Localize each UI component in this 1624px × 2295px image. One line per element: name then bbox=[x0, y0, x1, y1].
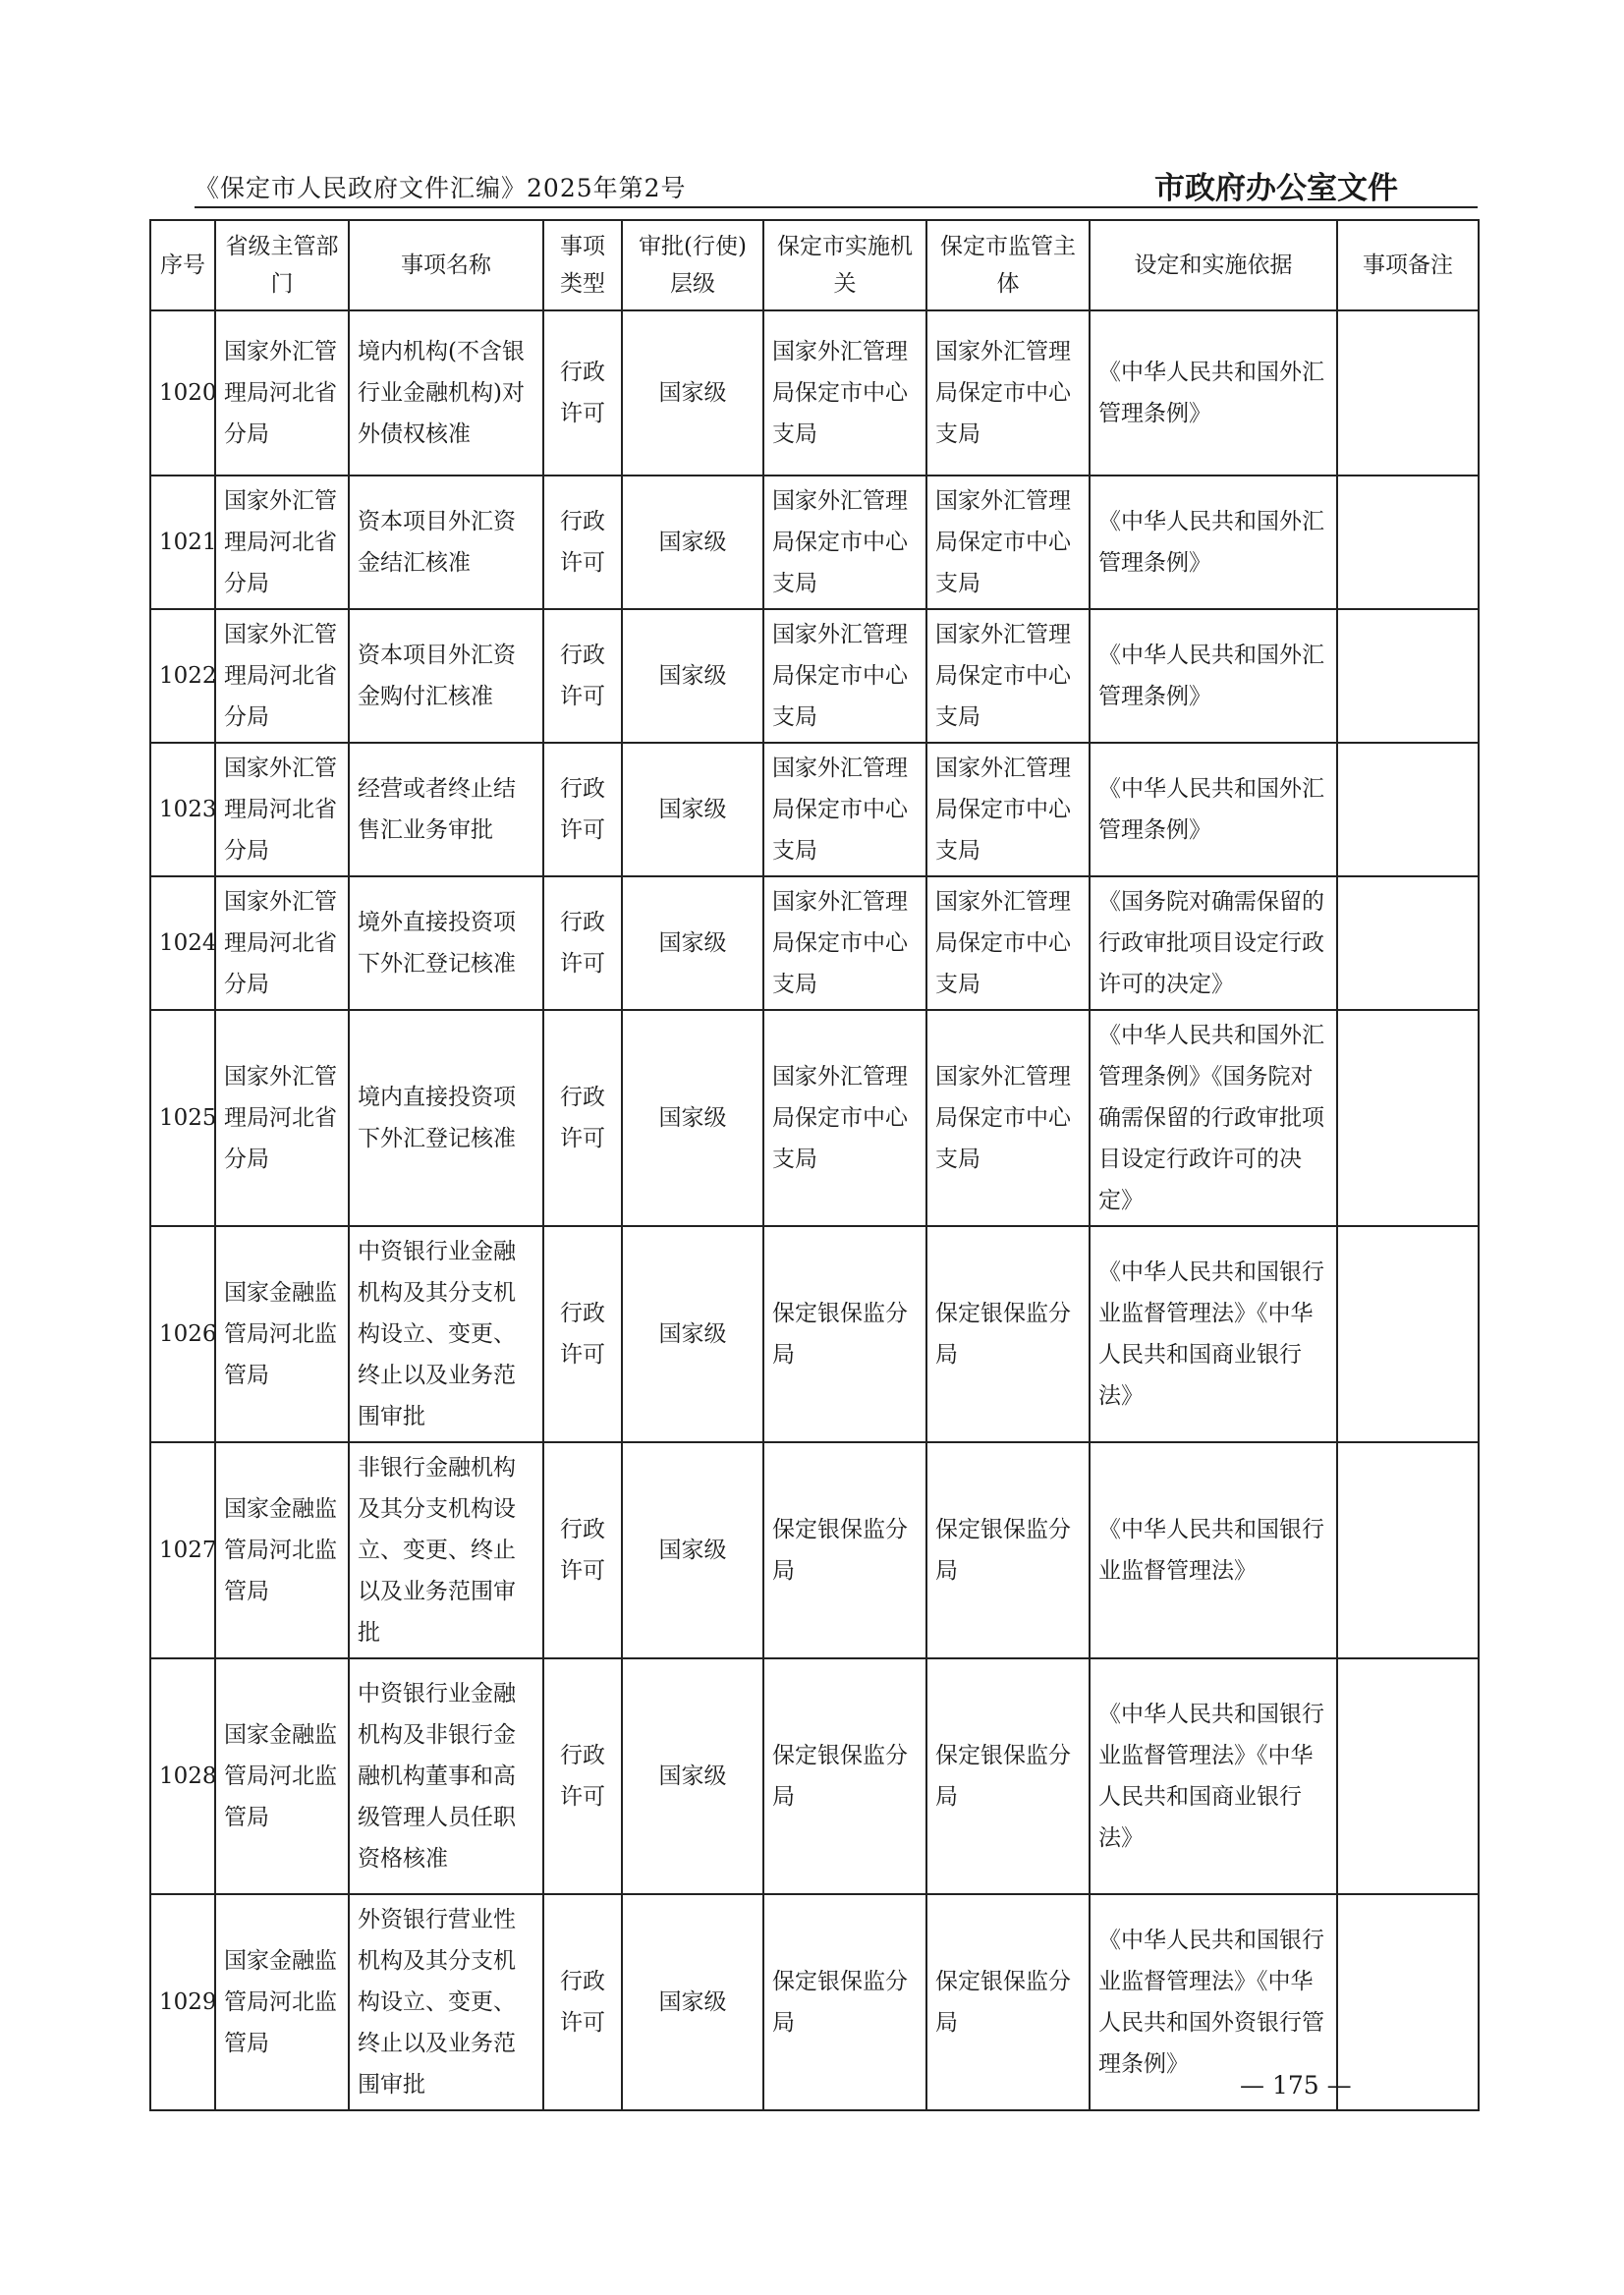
column-header-basis: 设定和实施依据 bbox=[1090, 220, 1337, 310]
cell-note bbox=[1337, 1658, 1479, 1894]
cell-type: 行政许可 bbox=[543, 1658, 622, 1894]
cell-level: 国家级 bbox=[622, 1442, 763, 1658]
table-row bbox=[150, 1226, 1479, 1442]
cell-super: 保定银保监分局 bbox=[926, 1442, 1090, 1658]
cell-level: 国家级 bbox=[622, 743, 763, 876]
cell-basis: 《中华人民共和国银行业监督管理法》《中华人民共和国商业银行法》 bbox=[1090, 1226, 1337, 1442]
cell-name: 非银行金融机构及其分支机构设立、变更、终止以及业务范围审批 bbox=[349, 1442, 543, 1658]
cell-no: 1021 bbox=[150, 476, 215, 609]
cell-name: 资本项目外汇资金结汇核准 bbox=[349, 476, 543, 609]
cell-basis: 《中华人民共和国银行业监督管理法》 bbox=[1090, 1442, 1337, 1658]
cell-basis: 《国务院对确需保留的行政审批项目设定行政许可的决定》 bbox=[1090, 876, 1337, 1010]
cell-type: 行政许可 bbox=[543, 476, 622, 609]
column-header-level: 审批(行使)层级 bbox=[622, 220, 763, 310]
cell-super: 国家外汇管理局保定市中心支局 bbox=[926, 609, 1090, 743]
cell-impl: 国家外汇管理局保定市中心支局 bbox=[763, 743, 926, 876]
page-number: — 175 — bbox=[1240, 2071, 1352, 2099]
column-header-no: 序号 bbox=[150, 220, 215, 310]
table-row bbox=[150, 310, 1479, 476]
cell-no: 1028 bbox=[150, 1658, 215, 1894]
cell-type: 行政许可 bbox=[543, 1010, 622, 1226]
cell-type: 行政许可 bbox=[543, 743, 622, 876]
cell-type: 行政许可 bbox=[543, 1442, 622, 1658]
cell-no: 1023 bbox=[150, 743, 215, 876]
cell-note bbox=[1337, 310, 1479, 476]
table-row bbox=[150, 609, 1479, 743]
table-row bbox=[150, 1010, 1479, 1226]
cell-name: 经营或者终止结售汇业务审批 bbox=[349, 743, 543, 876]
cell-dept: 国家外汇管理局河北省分局 bbox=[215, 609, 349, 743]
cell-no: 1024 bbox=[150, 876, 215, 1010]
header-divider bbox=[195, 206, 1478, 208]
cell-basis: 《中华人民共和国外汇管理条例》 bbox=[1090, 310, 1337, 476]
cell-type: 行政许可 bbox=[543, 876, 622, 1010]
cell-no: 1027 bbox=[150, 1442, 215, 1658]
cell-impl: 国家外汇管理局保定市中心支局 bbox=[763, 876, 926, 1010]
cell-note bbox=[1337, 743, 1479, 876]
column-header-impl: 保定市实施机关 bbox=[763, 220, 926, 310]
cell-note bbox=[1337, 1442, 1479, 1658]
cell-impl: 保定银保监分局 bbox=[763, 1442, 926, 1658]
cell-name: 资本项目外汇资金购付汇核准 bbox=[349, 609, 543, 743]
cell-name: 境内直接投资项下外汇登记核准 bbox=[349, 1010, 543, 1226]
cell-dept: 国家外汇管理局河北省分局 bbox=[215, 1010, 349, 1226]
cell-super: 国家外汇管理局保定市中心支局 bbox=[926, 310, 1090, 476]
cell-type: 行政许可 bbox=[543, 310, 622, 476]
cell-basis: 《中华人民共和国外汇管理条例》《国务院对确需保留的行政审批项目设定行政许可的决定》 bbox=[1090, 1010, 1337, 1226]
cell-no: 1029 bbox=[150, 1894, 215, 2110]
cell-impl: 保定银保监分局 bbox=[763, 1226, 926, 1442]
cell-level: 国家级 bbox=[622, 310, 763, 476]
cell-basis: 《中华人民共和国外汇管理条例》 bbox=[1090, 743, 1337, 876]
cell-dept: 国家金融监管局河北监管局 bbox=[215, 1226, 349, 1442]
cell-super: 保定银保监分局 bbox=[926, 1658, 1090, 1894]
cell-level: 国家级 bbox=[622, 876, 763, 1010]
cell-no: 1022 bbox=[150, 609, 215, 743]
cell-type: 行政许可 bbox=[543, 1894, 622, 2110]
table-row bbox=[150, 476, 1479, 609]
cell-dept: 国家外汇管理局河北省分局 bbox=[215, 310, 349, 476]
column-header-type: 事项类型 bbox=[543, 220, 622, 310]
cell-super: 国家外汇管理局保定市中心支局 bbox=[926, 743, 1090, 876]
cell-super: 国家外汇管理局保定市中心支局 bbox=[926, 1010, 1090, 1226]
cell-note bbox=[1337, 609, 1479, 743]
cell-note bbox=[1337, 476, 1479, 609]
document-header-title: 《保定市人民政府文件汇编》2025年第2号 bbox=[195, 174, 687, 202]
cell-basis: 《中华人民共和国银行业监督管理法》《中华人民共和国外资银行管理条例》 bbox=[1090, 1894, 1337, 2110]
cell-dept: 国家外汇管理局河北省分局 bbox=[215, 876, 349, 1010]
cell-level: 国家级 bbox=[622, 1894, 763, 2110]
document-category-label: 市政府办公室文件 bbox=[1154, 171, 1398, 206]
column-header-super: 保定市监管主体 bbox=[926, 220, 1090, 310]
cell-note bbox=[1337, 876, 1479, 1010]
cell-impl: 保定银保监分局 bbox=[763, 1894, 926, 2110]
cell-super: 保定银保监分局 bbox=[926, 1226, 1090, 1442]
cell-no: 1020 bbox=[150, 310, 215, 476]
cell-level: 国家级 bbox=[622, 1658, 763, 1894]
cell-dept: 国家外汇管理局河北省分局 bbox=[215, 476, 349, 609]
cell-name: 外资银行营业性机构及其分支机构设立、变更、终止以及业务范围审批 bbox=[349, 1894, 543, 2110]
column-header-name: 事项名称 bbox=[349, 220, 543, 310]
cell-note bbox=[1337, 1226, 1479, 1442]
cell-note bbox=[1337, 1894, 1479, 2110]
cell-type: 行政许可 bbox=[543, 609, 622, 743]
items-table bbox=[149, 219, 1480, 2111]
cell-name: 境内机构(不含银行业金融机构)对外债权核准 bbox=[349, 310, 543, 476]
cell-dept: 国家外汇管理局河北省分局 bbox=[215, 743, 349, 876]
cell-name: 境外直接投资项下外汇登记核准 bbox=[349, 876, 543, 1010]
cell-dept: 国家金融监管局河北监管局 bbox=[215, 1658, 349, 1894]
cell-super: 国家外汇管理局保定市中心支局 bbox=[926, 476, 1090, 609]
cell-level: 国家级 bbox=[622, 609, 763, 743]
cell-super: 保定银保监分局 bbox=[926, 1894, 1090, 2110]
cell-type: 行政许可 bbox=[543, 1226, 622, 1442]
cell-impl: 国家外汇管理局保定市中心支局 bbox=[763, 1010, 926, 1226]
cell-name: 中资银行业金融机构及其分支机构设立、变更、终止以及业务范围审批 bbox=[349, 1226, 543, 1442]
cell-level: 国家级 bbox=[622, 1010, 763, 1226]
cell-impl: 国家外汇管理局保定市中心支局 bbox=[763, 476, 926, 609]
cell-level: 国家级 bbox=[622, 1226, 763, 1442]
table-row bbox=[150, 743, 1479, 876]
cell-impl: 国家外汇管理局保定市中心支局 bbox=[763, 609, 926, 743]
cell-basis: 《中华人民共和国外汇管理条例》 bbox=[1090, 476, 1337, 609]
cell-super: 国家外汇管理局保定市中心支局 bbox=[926, 876, 1090, 1010]
table-header-row bbox=[150, 220, 1479, 310]
cell-name: 中资银行业金融机构及非银行金融机构董事和高级管理人员任职资格核准 bbox=[349, 1658, 543, 1894]
table-row bbox=[150, 1658, 1479, 1894]
cell-basis: 《中华人民共和国银行业监督管理法》《中华人民共和国商业银行法》 bbox=[1090, 1658, 1337, 1894]
cell-impl: 保定银保监分局 bbox=[763, 1658, 926, 1894]
table-row bbox=[150, 876, 1479, 1010]
table-row bbox=[150, 1442, 1479, 1658]
cell-dept: 国家金融监管局河北监管局 bbox=[215, 1442, 349, 1658]
cell-no: 1026 bbox=[150, 1226, 215, 1442]
cell-impl: 国家外汇管理局保定市中心支局 bbox=[763, 310, 926, 476]
cell-basis: 《中华人民共和国外汇管理条例》 bbox=[1090, 609, 1337, 743]
cell-no: 1025 bbox=[150, 1010, 215, 1226]
cell-dept: 国家金融监管局河北监管局 bbox=[215, 1894, 349, 2110]
cell-level: 国家级 bbox=[622, 476, 763, 609]
column-header-dept: 省级主管部门 bbox=[215, 220, 349, 310]
cell-note bbox=[1337, 1010, 1479, 1226]
column-header-note: 事项备注 bbox=[1337, 220, 1479, 310]
